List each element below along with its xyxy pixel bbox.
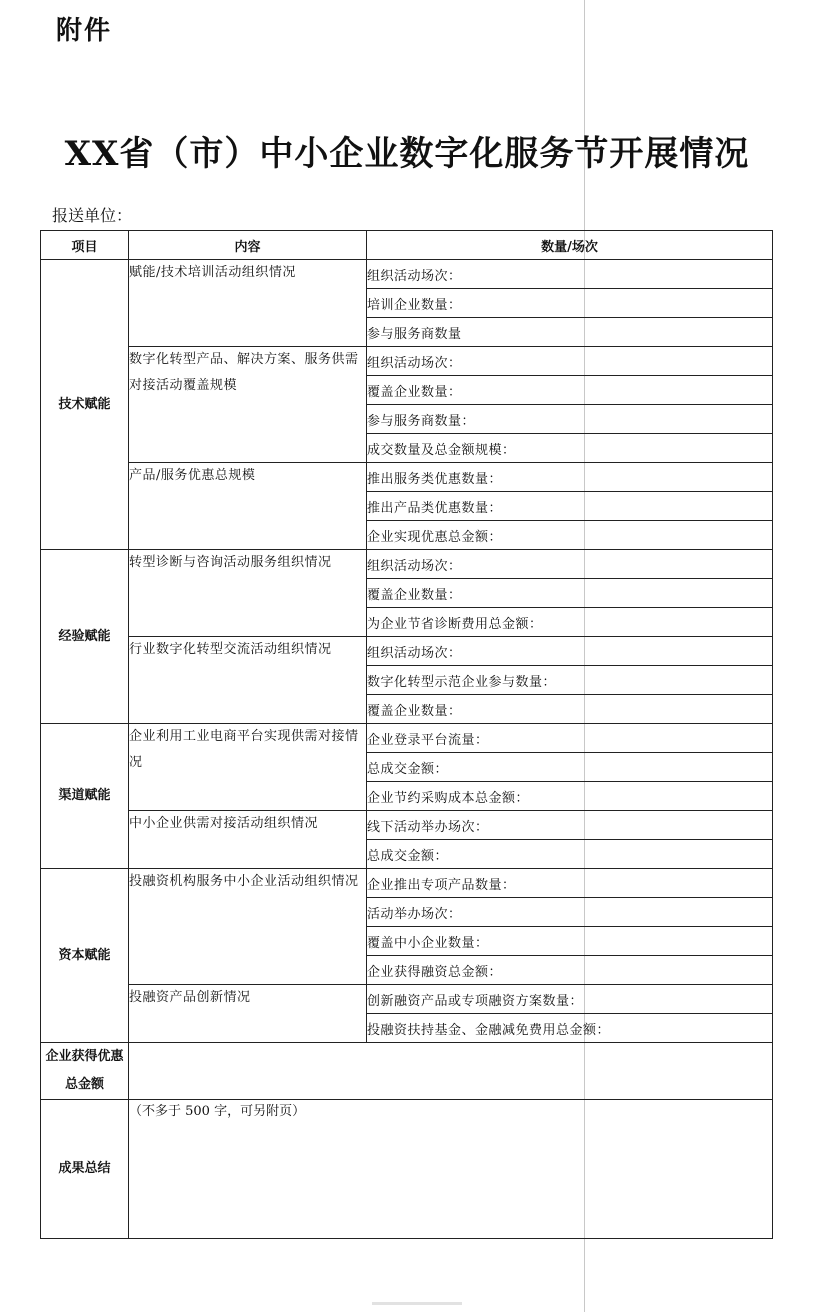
metric-cell: 组织活动场次： xyxy=(367,637,773,666)
table-row xyxy=(41,550,773,579)
metric-cell: 组织活动场次： xyxy=(367,550,773,579)
table-row xyxy=(41,985,773,1014)
metric-cell: 覆盖企业数量： xyxy=(367,376,773,405)
metric-cell: 线下活动举办场次： xyxy=(367,811,773,840)
content-cell: 数字化转型产品、解决方案、服务供需对接活动覆盖规模 xyxy=(129,347,367,463)
header-quantity: 数量/场次 xyxy=(367,231,773,260)
summary-label: 成果总结 xyxy=(41,1100,129,1239)
metric-cell: 企业实现优惠总金额： xyxy=(367,521,773,550)
metric-cell: 创新融资产品或专项融资方案数量： xyxy=(367,985,773,1014)
metric-cell: 推出产品类优惠数量： xyxy=(367,492,773,521)
metric-cell: 企业登录平台流量： xyxy=(367,724,773,753)
content-cell: 投融资产品创新情况 xyxy=(129,985,367,1043)
table-row xyxy=(41,463,773,492)
header-content: 内容 xyxy=(129,231,367,260)
summary-content xyxy=(129,1100,773,1239)
discount-total-label: 企业获得优惠总金额 xyxy=(41,1043,129,1100)
section-name-tech: 技术赋能 xyxy=(41,260,129,550)
content-cell: 中小企业供需对接活动组织情况 xyxy=(129,811,367,869)
table-row xyxy=(41,1043,773,1100)
metric-cell: 覆盖企业数量： xyxy=(367,579,773,608)
content-cell: 产品/服务优惠总规模 xyxy=(129,463,367,550)
metric-cell: 覆盖企业数量： xyxy=(367,695,773,724)
table-header-row xyxy=(41,231,773,260)
summary-hint: （不多于 500 字，可另附页） xyxy=(129,1104,306,1119)
metric-cell: 为企业节省诊断费用总金额： xyxy=(367,608,773,637)
table-row xyxy=(41,724,773,753)
header-project: 项目 xyxy=(41,231,129,260)
metric-cell: 参与服务商数量： xyxy=(367,405,773,434)
table-row xyxy=(41,260,773,289)
metric-cell: 投融资扶持基金、金融减免费用总金额： xyxy=(367,1014,773,1043)
content-cell: 赋能/技术培训活动组织情况 xyxy=(129,260,367,347)
table-row xyxy=(41,347,773,376)
section-name-capital: 资本赋能 xyxy=(41,869,129,1043)
table-row xyxy=(41,637,773,666)
report-unit-label: 报送单位： xyxy=(52,206,133,225)
metric-cell: 活动举办场次： xyxy=(367,898,773,927)
metric-cell: 参与服务商数量 xyxy=(367,318,773,347)
content-cell: 行业数字化转型交流活动组织情况 xyxy=(129,637,367,724)
metric-cell: 企业节约采购成本总金额： xyxy=(367,782,773,811)
content-cell: 转型诊断与咨询活动服务组织情况 xyxy=(129,550,367,637)
content-cell: 投融资机构服务中小企业活动组织情况 xyxy=(129,869,367,985)
table-row xyxy=(41,811,773,840)
section-name-channel: 渠道赋能 xyxy=(41,724,129,869)
table-row xyxy=(41,1100,773,1239)
document-title: XX省（市）中小企业数字化服务节开展情况 xyxy=(64,134,750,174)
metric-cell: 总成交金额： xyxy=(367,840,773,869)
metric-cell: 企业获得融资总金额： xyxy=(367,956,773,985)
metric-cell: 总成交金额： xyxy=(367,753,773,782)
metric-cell: 数字化转型示范企业参与数量： xyxy=(367,666,773,695)
scan-smudge xyxy=(372,1302,462,1305)
metric-cell: 覆盖中小企业数量： xyxy=(367,927,773,956)
metric-cell: 推出服务类优惠数量： xyxy=(367,463,773,492)
discount-total-value xyxy=(129,1043,773,1100)
metric-cell: 成交数量及总金额规模： xyxy=(367,434,773,463)
report-table xyxy=(40,230,773,1239)
metric-cell: 组织活动场次： xyxy=(367,347,773,376)
content-cell: 企业利用工业电商平台实现供需对接情况 xyxy=(129,724,367,811)
table-row xyxy=(41,869,773,898)
metric-cell: 企业推出专项产品数量： xyxy=(367,869,773,898)
attachment-label: 附件 xyxy=(56,16,113,46)
metric-cell: 培训企业数量： xyxy=(367,289,773,318)
section-name-experience: 经验赋能 xyxy=(41,550,129,724)
metric-cell: 组织活动场次： xyxy=(367,260,773,289)
